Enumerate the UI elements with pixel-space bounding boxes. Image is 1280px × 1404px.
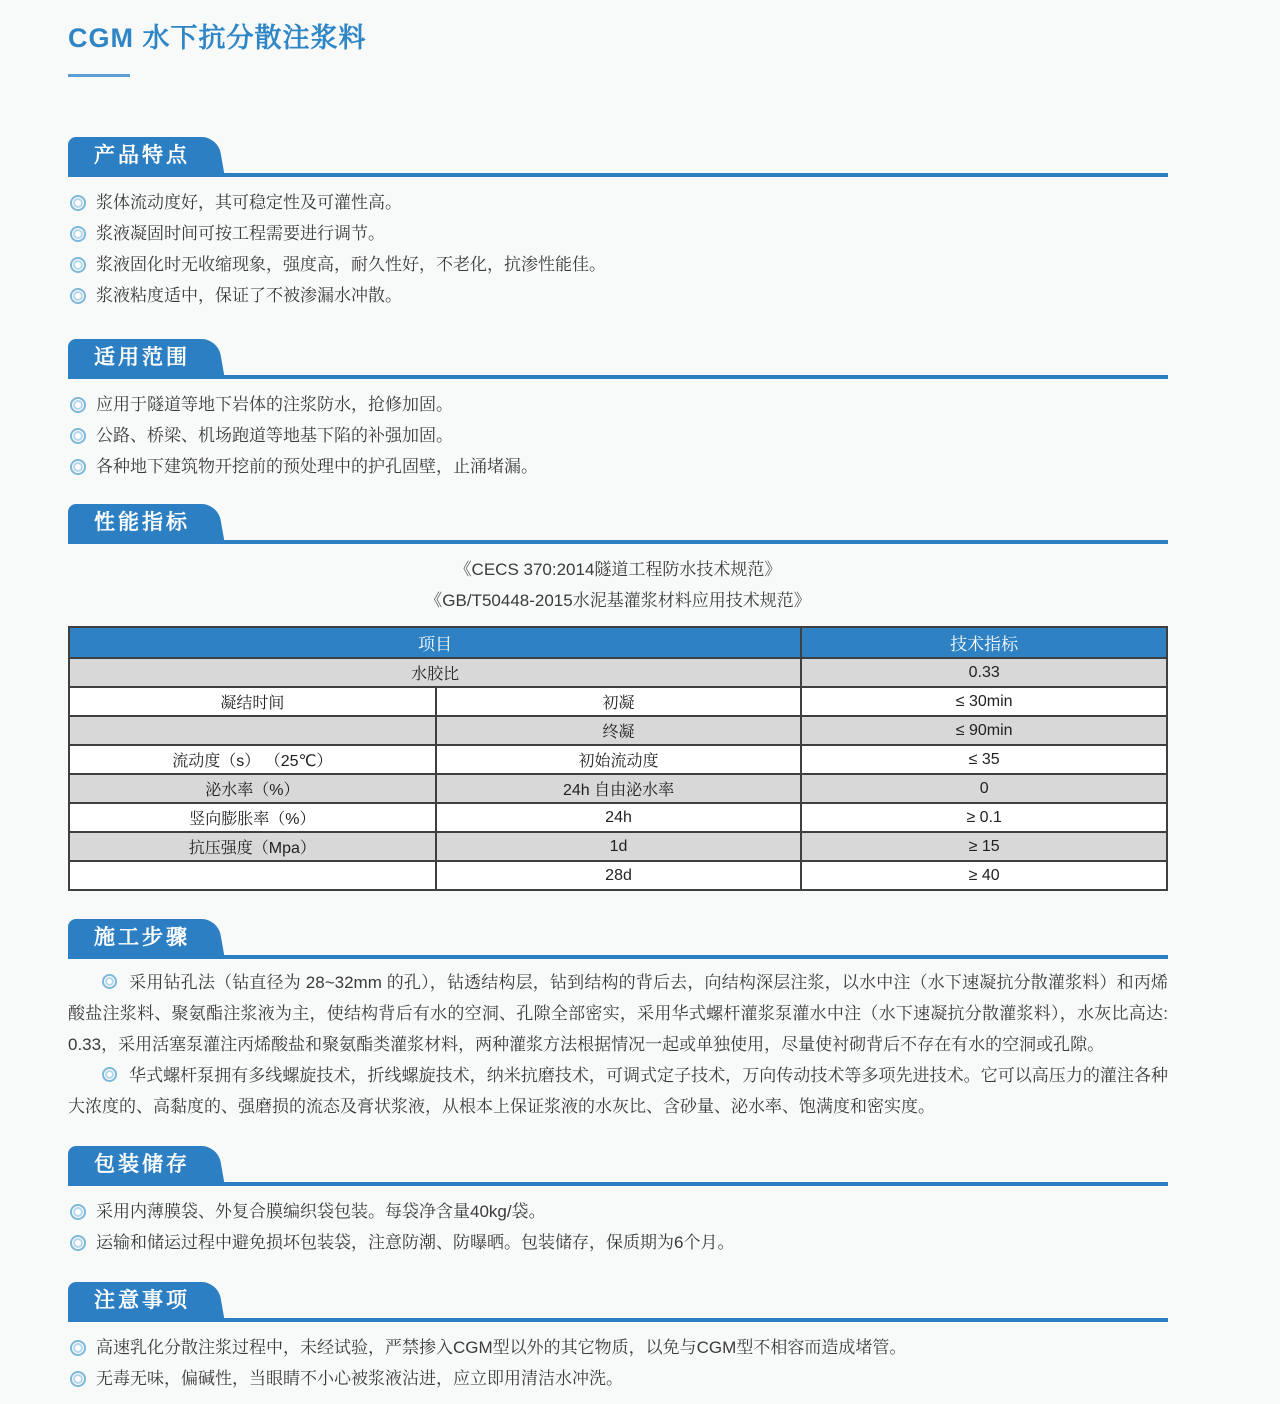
table-cell: ≥ 15 bbox=[801, 832, 1167, 861]
section-heading-features bbox=[68, 137, 1168, 177]
bullseye-bullet-icon bbox=[70, 226, 86, 242]
bullseye-bullet-icon bbox=[70, 1371, 86, 1387]
bullseye-bullet-icon bbox=[70, 1340, 86, 1356]
table-cell: 凝结时间 bbox=[69, 687, 436, 716]
section-tab-construction: 施工步骤 bbox=[68, 919, 214, 955]
paragraph bbox=[68, 967, 1168, 1060]
list-item-text: 浆液粘度适中，保证了不被渗漏水冲散。 bbox=[96, 286, 402, 305]
bullseye-bullet-icon bbox=[70, 257, 86, 273]
bullseye-bullet-icon bbox=[70, 1235, 86, 1251]
title-underline bbox=[68, 74, 130, 77]
table-cell: 24h bbox=[436, 803, 802, 832]
table-cell bbox=[69, 861, 436, 890]
list-item bbox=[68, 187, 1168, 218]
bullseye-bullet-icon bbox=[70, 459, 86, 475]
list-item bbox=[68, 249, 1168, 280]
bullseye-bullet-icon bbox=[70, 397, 86, 413]
table-cell: 初凝 bbox=[436, 687, 802, 716]
table-header-item: 项目 bbox=[69, 627, 801, 658]
section-scope bbox=[68, 339, 1168, 482]
table-cell: ≥ 0.1 bbox=[801, 803, 1167, 832]
table-header-index: 技术指标 bbox=[801, 627, 1167, 658]
section-rule bbox=[68, 1318, 1168, 1322]
notes-list bbox=[68, 1332, 1168, 1394]
standard-reference: 《CECS 370:2014隧道工程防水技术规范》 bbox=[454, 560, 782, 579]
performance-table bbox=[68, 626, 1168, 891]
list-item bbox=[68, 420, 1168, 451]
section-heading-construction bbox=[68, 919, 1168, 959]
section-rule bbox=[68, 375, 1168, 379]
section-heading-performance bbox=[68, 504, 1168, 544]
table-cell: 终凝 bbox=[436, 716, 802, 745]
list-item-text: 采用内薄膜袋、外复合膜编织袋包装。每袋净含量40kg/袋。 bbox=[96, 1202, 546, 1221]
bullseye-bullet-icon bbox=[70, 428, 86, 444]
list-item-text: 浆体流动度好，其可稳定性及可灌性高。 bbox=[96, 193, 402, 212]
table-cell: 流动度（s） （25℃） bbox=[69, 745, 436, 774]
table-row bbox=[69, 658, 1167, 687]
section-tab-performance: 性能指标 bbox=[68, 504, 214, 540]
table-cell: 24h 自由泌水率 bbox=[436, 774, 802, 803]
section-performance bbox=[68, 504, 1168, 891]
list-item bbox=[68, 389, 1168, 420]
table-cell: 1d bbox=[436, 832, 802, 861]
table-cell: ≤ 35 bbox=[801, 745, 1167, 774]
table-cell: ≤ 30min bbox=[801, 687, 1167, 716]
table-cell: 0.33 bbox=[801, 658, 1167, 687]
list-item bbox=[68, 1332, 1168, 1363]
table-cell: 竖向膨胀率（%） bbox=[69, 803, 436, 832]
section-features bbox=[68, 137, 1168, 311]
list-item-text: 公路、桥梁、机场跑道等地基下陷的补强加固。 bbox=[96, 426, 453, 445]
section-tab-scope: 适用范围 bbox=[68, 339, 214, 375]
section-rule bbox=[68, 955, 1168, 959]
list-item bbox=[68, 1196, 1168, 1227]
table-row bbox=[69, 861, 1167, 890]
section-tab-features: 产品特点 bbox=[68, 137, 214, 173]
page-title: CGM 水下抗分散注浆料 bbox=[68, 23, 367, 53]
list-item bbox=[68, 1227, 1168, 1258]
table-row bbox=[69, 687, 1167, 716]
section-heading-scope bbox=[68, 339, 1168, 379]
paragraph-text: 采用钻孔法（钻直径为 28~32mm 的孔），钻透结构层，钻到结构的背后去，向结构深层注浆，以水中注（水下速凝抗分散灌浆料）和丙烯酸盐注浆料、聚氨酯注浆液为主，使结构背后有水的空洞、孔隙全部密实，采用华式螺杆灌浆泵灌水中注（水下速凝抗分散灌浆料），水灰比高达: 0.33，采用活塞泵灌注丙烯酸盐和聚氨酯类灌浆材料，两种灌浆方法根据情况一起或单独使用，尽量使衬砌背后不存在有水的空洞或孔隙。 bbox=[68, 973, 1168, 1054]
table-cell: 水胶比 bbox=[69, 658, 801, 687]
table-row bbox=[69, 774, 1167, 803]
section-rule bbox=[68, 1182, 1168, 1186]
list-item-text: 运输和储运过程中避免损坏包装袋，注意防潮、防曝晒。包装储存，保质期为6个月。 bbox=[96, 1233, 735, 1252]
list-item bbox=[68, 218, 1168, 249]
table-cell: 0 bbox=[801, 774, 1167, 803]
table-cell: 28d bbox=[436, 861, 802, 890]
section-notes bbox=[68, 1282, 1168, 1394]
table-row bbox=[69, 803, 1167, 832]
table-cell: ≥ 40 bbox=[801, 861, 1167, 890]
table-header-row bbox=[69, 627, 1167, 658]
table-cell: 抗压强度（Mpa） bbox=[69, 832, 436, 861]
table-cell: 泌水率（%） bbox=[69, 774, 436, 803]
packaging-list bbox=[68, 1196, 1168, 1258]
table-cell: 初始流动度 bbox=[436, 745, 802, 774]
section-tab-notes: 注意事项 bbox=[68, 1282, 214, 1318]
scope-list bbox=[68, 389, 1168, 482]
section-heading-packaging bbox=[68, 1146, 1168, 1186]
section-rule bbox=[68, 540, 1168, 544]
bullseye-bullet-icon bbox=[102, 974, 117, 989]
list-item-text: 浆液固化时无收缩现象，强度高，耐久性好，不老化，抗渗性能佳。 bbox=[96, 255, 606, 274]
list-item-text: 高速乳化分散注浆过程中，未经试验，严禁掺入CGM型以外的其它物质，以免与CGM型不相容而造成堵管。 bbox=[96, 1338, 907, 1357]
table-cell: ≤ 90min bbox=[801, 716, 1167, 745]
table-row bbox=[69, 832, 1167, 861]
section-heading-notes bbox=[68, 1282, 1168, 1322]
table-row bbox=[69, 745, 1167, 774]
section-rule bbox=[68, 173, 1168, 177]
list-item-text: 无毒无味，偏碱性，当眼睛不小心被浆液沾进，应立即用清洁水冲洗。 bbox=[96, 1369, 623, 1388]
list-item bbox=[68, 1363, 1168, 1394]
section-construction bbox=[68, 919, 1168, 1122]
bullseye-bullet-icon bbox=[70, 288, 86, 304]
standards-references bbox=[68, 554, 1168, 616]
standard-reference: 《GB/T50448-2015水泥基灌浆材料应用技术规范》 bbox=[425, 591, 811, 610]
document-page bbox=[68, 0, 1168, 1394]
features-list bbox=[68, 187, 1168, 311]
bullseye-bullet-icon bbox=[70, 1204, 86, 1220]
table-cell bbox=[69, 716, 436, 745]
list-item bbox=[68, 280, 1168, 311]
bullseye-bullet-icon bbox=[102, 1067, 117, 1082]
list-item-text: 浆液凝固时间可按工程需要进行调节。 bbox=[96, 224, 385, 243]
construction-paragraphs bbox=[68, 967, 1168, 1122]
table-row bbox=[69, 716, 1167, 745]
section-packaging bbox=[68, 1146, 1168, 1258]
bullseye-bullet-icon bbox=[70, 195, 86, 211]
section-tab-packaging: 包装储存 bbox=[68, 1146, 214, 1182]
list-item bbox=[68, 451, 1168, 482]
list-item-text: 应用于隧道等地下岩体的注浆防水，抢修加固。 bbox=[96, 395, 453, 414]
paragraph-text: 华式螺杆泵拥有多线螺旋技术，折线螺旋技术，纳米抗磨技术，可调式定子技术，万向传动技术等多项先进技术。它可以高压力的灌注各种大浓度的、高黏度的、强磨损的流态及膏状浆液，从根本上保证浆液的水灰比、含砂量、泌水率、饱满度和密实度。 bbox=[68, 1066, 1168, 1116]
paragraph bbox=[68, 1060, 1168, 1122]
list-item-text: 各种地下建筑物开挖前的预处理中的护孔固壁，止涌堵漏。 bbox=[96, 457, 538, 476]
